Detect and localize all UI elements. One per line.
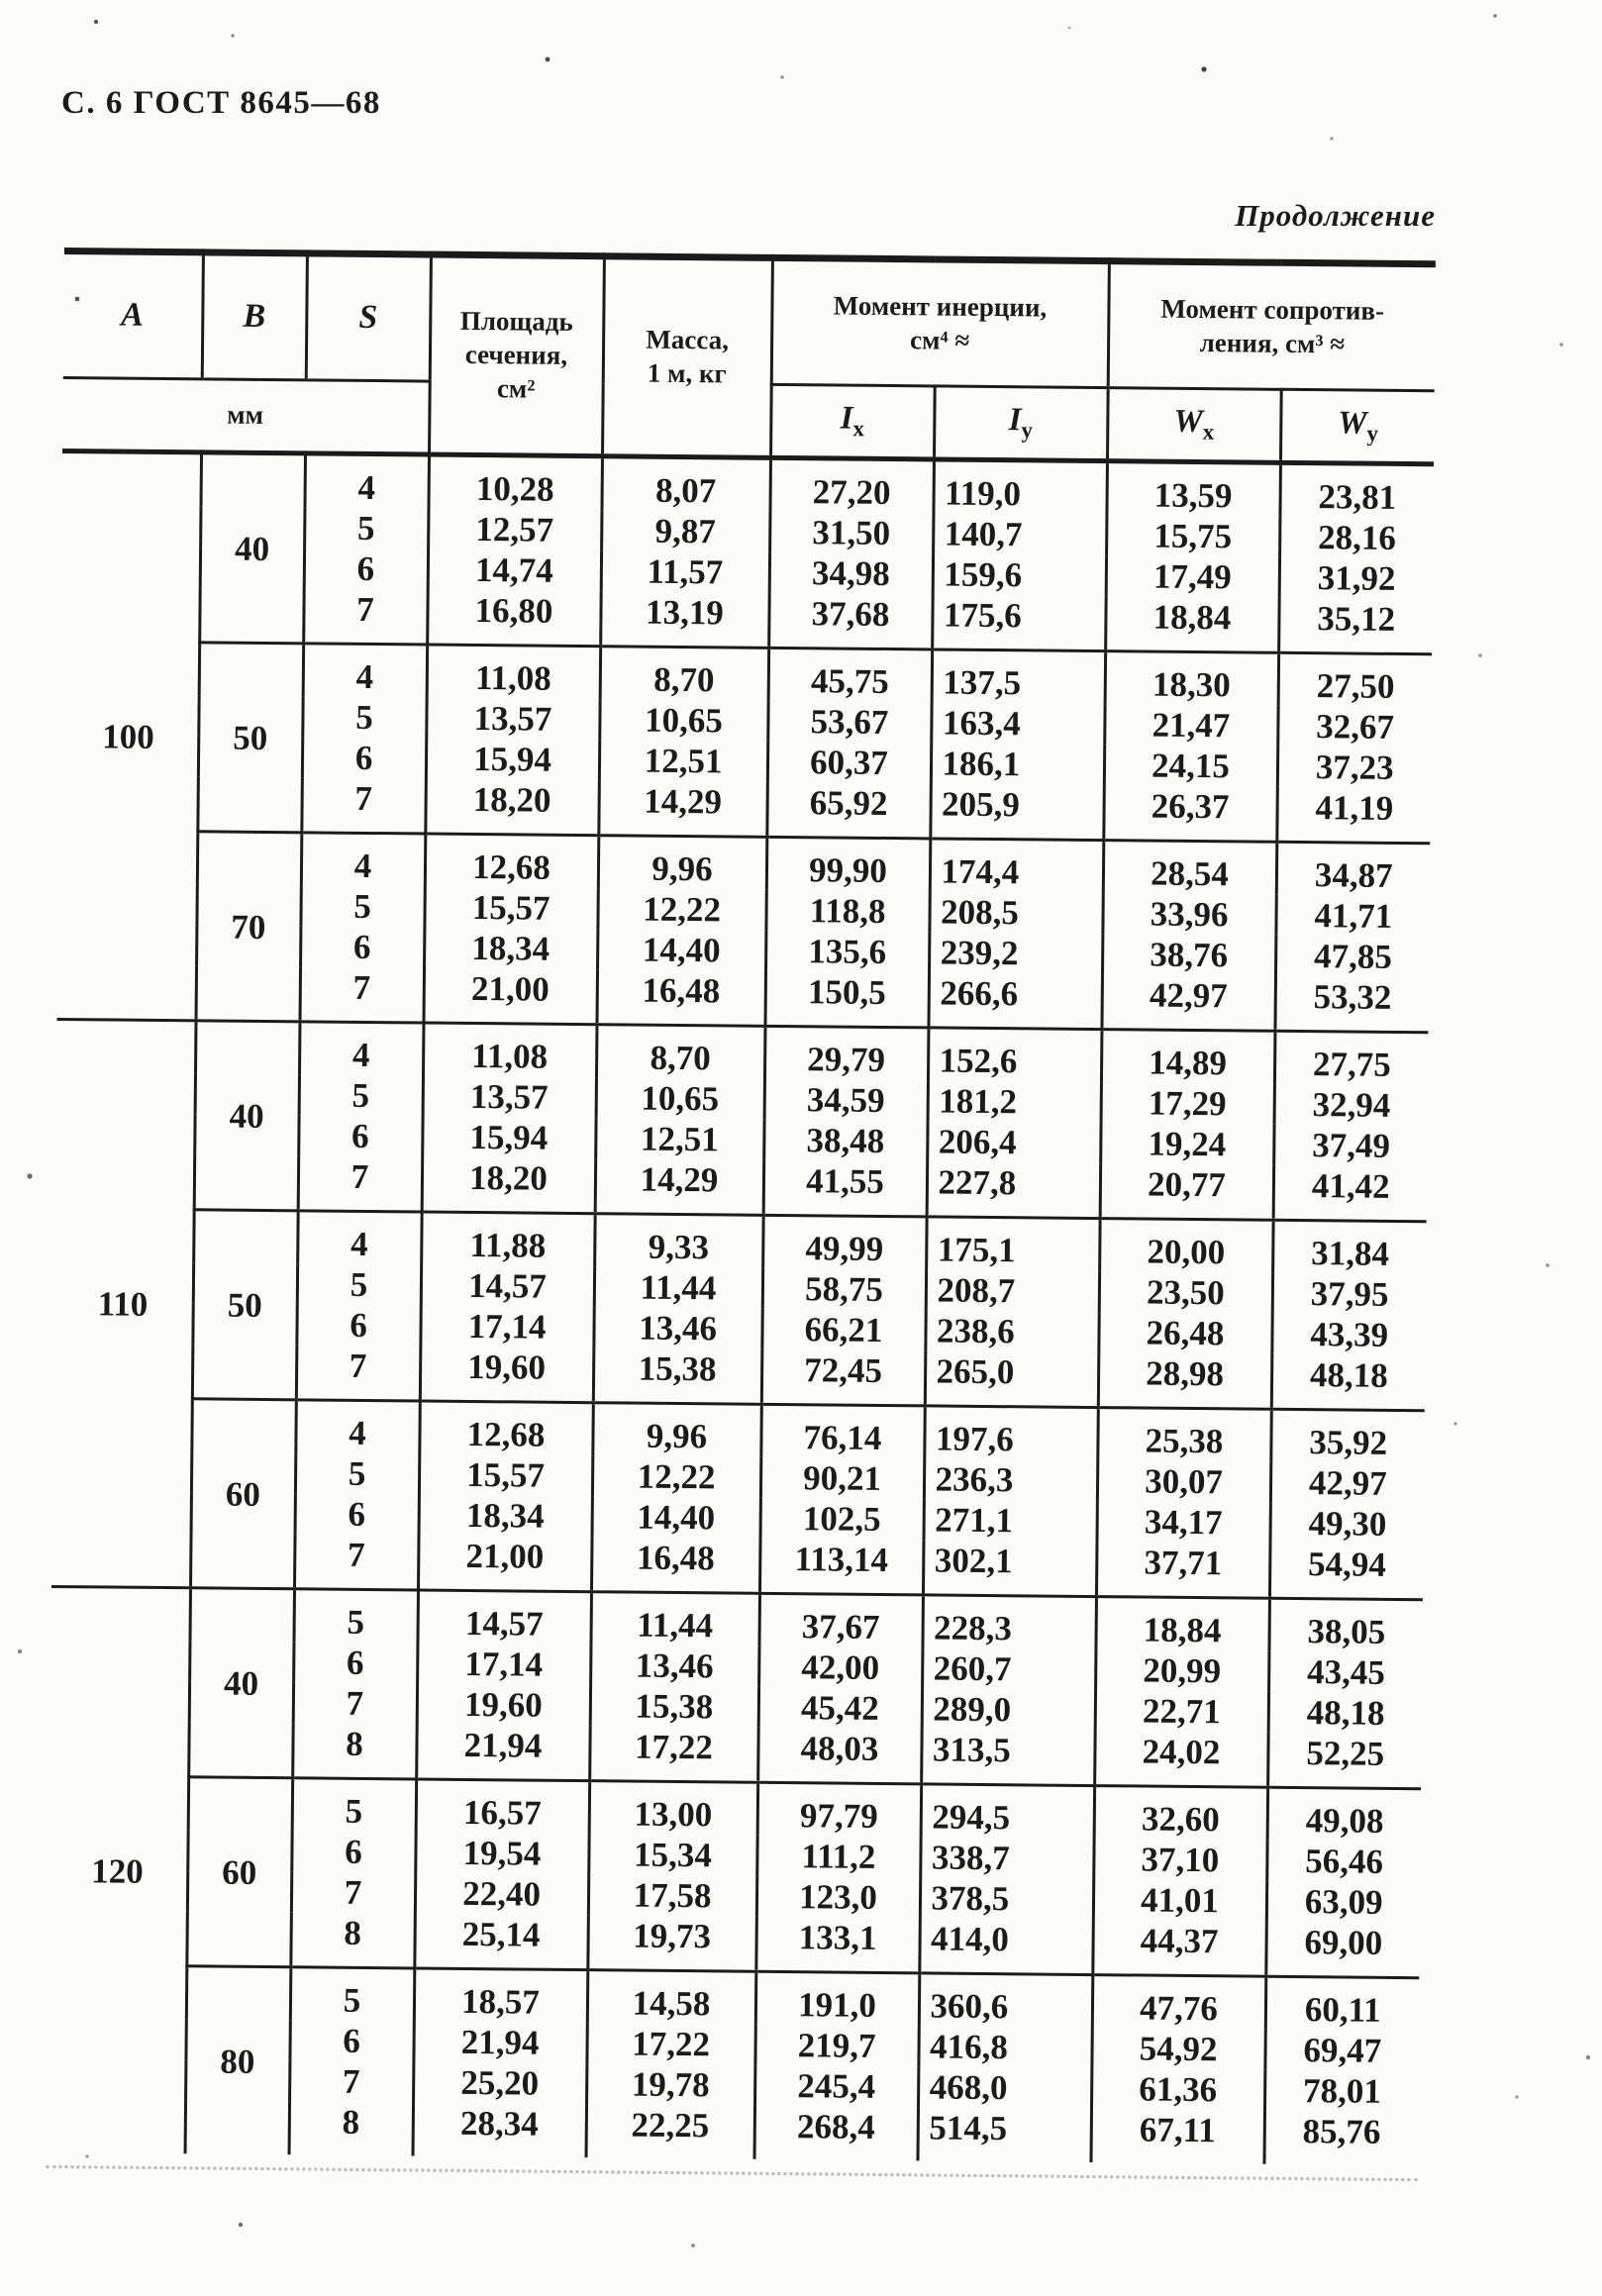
cell-wy: 41,71 [1275, 895, 1429, 937]
cell-mass: 8,70 [600, 647, 769, 701]
cell-area: 11,08 [423, 1023, 597, 1077]
cell-wx: 67,11 [1090, 2109, 1264, 2164]
cell-area: 21,94 [416, 1724, 590, 1780]
cell-wy: 52,25 [1267, 1733, 1422, 1789]
cell-area: 25,20 [413, 2061, 586, 2104]
cell-s: 6 [289, 2020, 413, 2061]
cell-iy: 208,5 [929, 891, 1102, 934]
col-header-mass-label: Масса, 1 м, кг [646, 324, 730, 389]
cell-iy: 313,5 [921, 1729, 1095, 1785]
cell-wx: 47,76 [1092, 1975, 1266, 2030]
cell-wy: 35,12 [1278, 598, 1433, 654]
cell-b: 70 [196, 832, 302, 1022]
col-header-area [429, 254, 604, 456]
cell-mass: 13,46 [590, 1645, 758, 1687]
cell-area: 13,57 [423, 1076, 596, 1119]
cell-a: 110 [51, 1019, 195, 1587]
cell-b: 40 [199, 452, 305, 644]
cell-s: 4 [295, 1400, 420, 1454]
cell-mass: 12,51 [595, 1118, 763, 1160]
cell-mass: 13,19 [600, 591, 769, 648]
cell-wy: 35,92 [1270, 1409, 1425, 1463]
cell-iy: 140,7 [933, 513, 1106, 555]
cell-s: 5 [299, 1074, 423, 1116]
cell-wx: 24,02 [1094, 1731, 1268, 1787]
cell-ix: 72,45 [761, 1349, 926, 1406]
cell-s: 7 [293, 1682, 417, 1724]
cell-wx: 23,50 [1099, 1271, 1272, 1314]
cell-area: 17,14 [420, 1306, 593, 1348]
cell-wx: 44,37 [1092, 1920, 1266, 1976]
cell-ix: 37,68 [768, 593, 933, 649]
cell-wy: 38,05 [1268, 1598, 1423, 1652]
cell-wy: 63,09 [1266, 1881, 1420, 1923]
cell-s: 6 [304, 548, 428, 589]
cell-s: 4 [297, 1211, 422, 1265]
cell-iy: 197,6 [924, 1406, 1098, 1460]
cell-wx: 28,54 [1103, 841, 1277, 895]
cell-iy: 205,9 [930, 783, 1104, 840]
cell-area: 21,94 [413, 2021, 586, 2063]
cell-mass: 14,40 [592, 1496, 760, 1539]
cell-area: 21,00 [424, 968, 598, 1025]
cell-ix: 53,67 [767, 701, 931, 744]
cell-mass: 19,73 [587, 1915, 756, 1971]
cell-wy: 42,97 [1270, 1462, 1424, 1504]
cell-ix: 45,42 [758, 1687, 922, 1730]
cell-ix: 27,20 [769, 457, 934, 513]
cell-wx: 38,76 [1102, 934, 1275, 976]
cell-area: 13,57 [426, 698, 599, 741]
cell-mass: 9,87 [601, 510, 769, 552]
cell-iy: 159,6 [933, 553, 1106, 596]
cell-ix: 219,7 [754, 2025, 918, 2067]
cell-wy: 47,85 [1275, 936, 1429, 977]
cell-wy: 54,94 [1269, 1544, 1424, 1600]
cell-wx: 22,71 [1095, 1690, 1268, 1733]
cell-wy: 32,94 [1274, 1084, 1428, 1126]
cell-ix: 97,79 [757, 1782, 922, 1837]
cell-s: 6 [298, 1115, 422, 1156]
cell-iy: 236,3 [924, 1458, 1097, 1501]
cell-ix: 268,4 [753, 2106, 918, 2161]
col-header-a [63, 250, 203, 378]
col-header-s-label: S [358, 299, 378, 337]
cell-mass: 12,51 [599, 740, 767, 782]
cell-s: 8 [290, 1912, 415, 1968]
cell-mass: 17,22 [589, 1726, 758, 1782]
cell-iy: 238,6 [925, 1310, 1098, 1352]
cell-ix: 34,98 [769, 552, 933, 595]
cell-s: 6 [302, 737, 426, 778]
cell-s: 5 [297, 1263, 421, 1305]
col-header-ix [770, 384, 935, 459]
cell-ix: 37,67 [758, 1593, 923, 1647]
cell-mass: 15,34 [588, 1834, 756, 1876]
cell-mass: 16,48 [591, 1537, 760, 1593]
cell-s: 5 [295, 1452, 419, 1494]
cell-wy: 37,23 [1277, 747, 1431, 788]
cell-iy: 174,4 [930, 839, 1104, 893]
cell-b: 80 [185, 1966, 291, 2154]
cell-iy: 163,4 [931, 702, 1104, 745]
cell-ix: 48,03 [757, 1728, 922, 1784]
cell-wx: 17,49 [1106, 555, 1279, 598]
cell-area: 19,54 [415, 1832, 588, 1874]
cell-wx: 37,71 [1096, 1542, 1270, 1598]
cell-ix: 31,50 [769, 512, 933, 554]
cell-mass: 22,25 [586, 2104, 755, 2159]
cell-mass: 11,44 [590, 1592, 759, 1647]
cell-area: 11,88 [421, 1212, 595, 1266]
cell-ix: 45,75 [768, 648, 933, 702]
cell-area: 14,57 [421, 1265, 594, 1308]
col-header-iy [934, 386, 1108, 461]
cell-iy: 338,7 [920, 1837, 1093, 1879]
cell-mass: 14,58 [587, 1970, 756, 2025]
cell-mass: 13,00 [589, 1781, 758, 1836]
cell-iy: 416,8 [918, 2026, 1091, 2068]
cell-s: 4 [303, 644, 428, 698]
cell-b: 50 [192, 1210, 298, 1400]
cell-iy: 265,0 [925, 1350, 1099, 1407]
cell-wx: 25,38 [1097, 1408, 1271, 1462]
cell-iy: 266,6 [928, 972, 1102, 1029]
cell-mass: 17,58 [588, 1874, 756, 1917]
cell-wy: 85,76 [1263, 2111, 1418, 2165]
cell-mass: 10,65 [596, 1077, 764, 1120]
cell-mass: 15,38 [590, 1685, 758, 1728]
cell-mass: 17,22 [586, 2023, 754, 2065]
cell-mass: 12,22 [597, 888, 765, 931]
col-header-s [306, 253, 431, 381]
cell-ix: 150,5 [764, 971, 929, 1028]
cell-s: 5 [302, 696, 426, 738]
cell-iy: 175,1 [926, 1217, 1100, 1271]
ix-symbol: $I_x$ [840, 400, 865, 442]
group-a-110 [51, 1019, 1428, 1599]
cell-ix: 191,0 [755, 1971, 920, 2026]
cell-s: 5 [290, 1967, 415, 2022]
cell-wy: 23,81 [1279, 462, 1434, 518]
cell-iy: 302,1 [923, 1540, 1097, 1596]
cell-wy: 78,01 [1264, 2070, 1418, 2112]
cell-ix: 123,0 [756, 1876, 920, 1919]
cell-iy: 186,1 [931, 743, 1104, 785]
cell-area: 14,74 [428, 549, 601, 592]
cell-ix: 90,21 [760, 1457, 924, 1500]
cell-area: 11,08 [427, 645, 601, 699]
cell-area: 15,94 [426, 739, 599, 781]
cell-s: 8 [289, 2101, 414, 2155]
cell-ix: 113,14 [759, 1539, 924, 1595]
data-table [47, 248, 1436, 2165]
cell-ix: 135,6 [765, 931, 929, 973]
cell-b: 40 [188, 1588, 294, 1778]
cell-s: 7 [300, 966, 425, 1023]
cell-wy: 69,47 [1264, 2030, 1418, 2071]
header-row-top [63, 250, 1436, 390]
cell-s: 6 [293, 1642, 417, 1683]
col-header-mm [62, 377, 430, 454]
cell-wy: 37,95 [1272, 1273, 1426, 1315]
wy-symbol: $W_y$ [1338, 405, 1379, 447]
cell-mass: 11,44 [594, 1266, 762, 1309]
cell-wy: 37,49 [1273, 1125, 1427, 1166]
col-header-mm-label: мм [227, 399, 264, 431]
cell-wy: 56,46 [1266, 1841, 1420, 1882]
cell-mass: 11,57 [601, 550, 769, 593]
table-head [62, 250, 1436, 463]
col-header-b [202, 252, 307, 380]
cell-mass: 8,70 [596, 1025, 765, 1079]
cell-wx: 41,01 [1093, 1879, 1266, 1922]
cell-wy: 43,39 [1271, 1314, 1425, 1355]
cell-wx: 30,07 [1097, 1460, 1270, 1503]
cell-mass: 8,07 [601, 456, 770, 512]
cell-area: 16,80 [427, 590, 601, 647]
cell-a: 120 [91, 1850, 144, 1891]
cell-area: 16,57 [416, 1779, 590, 1834]
cell-ix: 118,8 [765, 890, 929, 933]
cell-ix: 42,00 [758, 1647, 922, 1689]
cell-iy: 137,5 [932, 649, 1106, 704]
cell-s: 5 [293, 1589, 418, 1644]
cell-wy: 31,84 [1272, 1220, 1427, 1274]
cell-ix: 245,4 [754, 2065, 918, 2108]
cell-area: 12,68 [419, 1401, 593, 1455]
cell-area: 18,20 [425, 779, 599, 836]
cell-area: 19,60 [420, 1347, 594, 1403]
cell-s: 4 [301, 833, 426, 887]
cell-s: 8 [292, 1723, 417, 1779]
cell-ix: 41,55 [763, 1160, 928, 1217]
cell-s: 4 [304, 453, 429, 509]
cell-iy: 175,6 [932, 594, 1106, 650]
cell-iy: 514,5 [917, 2107, 1091, 2162]
cell-ix: 49,99 [762, 1215, 927, 1269]
cell-ix: 38,48 [763, 1120, 927, 1162]
cell-wx: 18,84 [1105, 596, 1279, 652]
cell-wx: 17,29 [1101, 1082, 1274, 1125]
cell-iy: 414,0 [919, 1918, 1093, 1974]
cell-s: 7 [303, 588, 428, 645]
table-region [46, 248, 1436, 2181]
cell-wx: 15,75 [1106, 515, 1279, 557]
cell-area: 14,57 [417, 1590, 591, 1645]
cell-mass: 14,29 [595, 1158, 764, 1215]
cell-wy: 49,08 [1267, 1787, 1422, 1842]
cell-s: 4 [299, 1022, 424, 1076]
cell-iy: 181,2 [928, 1080, 1101, 1123]
cell-s: 6 [296, 1304, 420, 1346]
cell-area: 18,34 [419, 1494, 592, 1537]
col-group-inertia [771, 257, 1109, 387]
cell-iy: 227,8 [927, 1161, 1101, 1218]
cell-wx: 28,98 [1098, 1352, 1272, 1409]
cell-wx: 21,47 [1104, 704, 1277, 747]
cell-wy: 49,30 [1269, 1503, 1423, 1545]
col-header-a-label: A [121, 296, 145, 335]
cell-wy: 53,32 [1274, 976, 1429, 1033]
cell-wx: 54,92 [1091, 2028, 1264, 2070]
cell-area: 18,20 [422, 1157, 596, 1214]
cell-wx: 26,37 [1103, 785, 1277, 842]
cell-wx: 24,15 [1104, 745, 1277, 787]
col-header-mass [602, 256, 772, 458]
cell-wx: 20,77 [1100, 1163, 1274, 1220]
cell-s: 6 [300, 926, 424, 967]
cell-wx: 37,10 [1093, 1839, 1266, 1881]
cell-wy: 41,42 [1273, 1165, 1428, 1222]
cell-wy: 43,45 [1268, 1651, 1422, 1693]
page-title: С. 6 ГОСТ 8645—68 [61, 85, 381, 121]
col-group-resistance [1108, 261, 1436, 391]
group-a-100 [57, 450, 1434, 1032]
cell-iy: 271,1 [924, 1499, 1097, 1542]
cell-wx: 34,17 [1097, 1501, 1270, 1544]
cell-s: 5 [300, 885, 424, 927]
cell-b: 40 [194, 1021, 300, 1211]
cell-ix: 133,1 [755, 1917, 920, 1973]
cell-area: 15,94 [422, 1117, 595, 1159]
cell-wy: 34,87 [1276, 842, 1431, 896]
cell-a: 100 [57, 450, 202, 1020]
cell-wx: 14,89 [1101, 1030, 1275, 1084]
cell-iy: 260,7 [922, 1647, 1095, 1690]
cell-s: 7 [301, 777, 426, 834]
cell-s: 6 [291, 1831, 415, 1872]
cell-s: 7 [298, 1155, 423, 1212]
cell-wy: 27,50 [1278, 652, 1433, 707]
cell-s: 7 [294, 1534, 419, 1590]
cell-ix: 29,79 [764, 1026, 929, 1080]
cell-area: 19,60 [417, 1683, 590, 1726]
cell-wx: 13,59 [1106, 461, 1280, 517]
cell-area: 18,34 [424, 928, 597, 970]
cell-b: 60 [186, 1777, 292, 1967]
cell-iy: 152,6 [928, 1028, 1102, 1082]
cell-ix: 66,21 [761, 1309, 925, 1351]
cell-ix: 99,90 [766, 837, 931, 891]
cell-area: 12,57 [428, 509, 601, 551]
cell-wy: 69,00 [1265, 1922, 1420, 1978]
cell-wx: 26,48 [1098, 1312, 1271, 1354]
cell-mass: 9,96 [592, 1403, 761, 1457]
cell-area: 17,14 [417, 1643, 590, 1685]
cell-s: 5 [304, 507, 428, 549]
cell-wx: 20,00 [1099, 1219, 1273, 1273]
cell-ix: 65,92 [766, 782, 931, 839]
cell-iy: 378,5 [920, 1877, 1093, 1920]
cell-area: 21,00 [418, 1535, 592, 1591]
cell-mass: 14,40 [597, 929, 765, 971]
cell-wx: 32,60 [1094, 1786, 1268, 1841]
cell-ix: 34,59 [764, 1079, 928, 1122]
cell-mass: 15,38 [593, 1348, 762, 1404]
cell-mass: 13,46 [593, 1307, 761, 1349]
cell-ix: 60,37 [767, 742, 931, 784]
cell-wx: 20,99 [1095, 1649, 1268, 1692]
cell-area: 15,57 [424, 887, 597, 930]
cell-area: 18,57 [414, 1968, 588, 2023]
cell-wy: 27,75 [1274, 1031, 1429, 1085]
col-header-area-label: Площадь сечения, см² [459, 306, 573, 404]
cell-wx: 33,96 [1102, 893, 1275, 936]
cell-mass: 9,33 [594, 1214, 763, 1268]
cell-area: 22,40 [415, 1872, 588, 1915]
cell-iy: 294,5 [921, 1784, 1095, 1839]
cell-ix: 76,14 [760, 1404, 925, 1458]
cell-wy: 28,16 [1279, 517, 1433, 558]
cell-area: 28,34 [413, 2102, 587, 2157]
cell-area: 12,68 [425, 834, 599, 888]
cell-iy: 360,6 [919, 1973, 1093, 2028]
cell-wy: 48,18 [1271, 1354, 1426, 1411]
cell-mass: 16,48 [596, 969, 765, 1026]
cell-wy: 48,18 [1268, 1692, 1422, 1734]
cell-s: 7 [289, 2060, 413, 2102]
continuation-label: Продолжение [1235, 198, 1436, 233]
col-group-resistance-label: Момент сопротив- ления, см³ ≈ [1160, 293, 1385, 358]
cell-iy: 119,0 [933, 459, 1107, 515]
cell-wx: 61,36 [1091, 2068, 1264, 2111]
wx-symbol: $W_x$ [1173, 404, 1215, 446]
cell-b: 60 [190, 1399, 296, 1589]
col-header-wx [1107, 388, 1281, 463]
cell-s: 7 [291, 1871, 415, 1913]
cell-wx: 18,30 [1105, 651, 1279, 706]
cell-wy: 60,11 [1265, 1976, 1420, 2031]
cell-iy: 208,7 [926, 1269, 1099, 1312]
group-a-120 [47, 1586, 1423, 2165]
cell-area: 10,28 [428, 454, 602, 510]
cell-wy: 41,19 [1276, 787, 1431, 844]
cell-mass: 14,29 [598, 780, 767, 837]
cell-area: 15,57 [419, 1453, 592, 1496]
cell-iy: 468,0 [918, 2066, 1091, 2109]
col-header-b-label: B [243, 297, 266, 336]
cell-ix: 102,5 [760, 1498, 924, 1541]
cell-wy: 32,67 [1277, 706, 1431, 748]
col-group-inertia-label: Момент инерции, см⁴ ≈ [833, 290, 1048, 355]
cell-mass: 12,22 [592, 1455, 760, 1498]
cell-mass: 19,78 [586, 2063, 754, 2106]
cell-ix: 58,75 [762, 1268, 926, 1311]
cell-s: 5 [292, 1778, 417, 1833]
cell-mass: 10,65 [599, 699, 767, 742]
iy-symbol: $I_y$ [1008, 402, 1034, 444]
cell-s: 6 [295, 1493, 419, 1535]
cell-area: 25,14 [414, 1913, 588, 1969]
cell-wy: 31,92 [1279, 557, 1433, 599]
cell-ix: 111,2 [756, 1836, 920, 1878]
table-bottom-rule [46, 2165, 1417, 2181]
cell-iy: 228,3 [922, 1595, 1096, 1649]
col-header-wy [1280, 389, 1435, 463]
cell-s: 7 [296, 1345, 421, 1401]
cell-iy: 289,0 [922, 1688, 1095, 1731]
cell-wx: 18,84 [1095, 1597, 1269, 1651]
cell-iy: 206,4 [927, 1121, 1100, 1163]
cell-mass: 9,96 [598, 836, 767, 890]
cell-b: 50 [197, 643, 303, 833]
cell-iy: 239,2 [929, 932, 1102, 974]
cell-wx: 19,24 [1100, 1123, 1273, 1165]
cell-wx: 42,97 [1101, 974, 1275, 1031]
